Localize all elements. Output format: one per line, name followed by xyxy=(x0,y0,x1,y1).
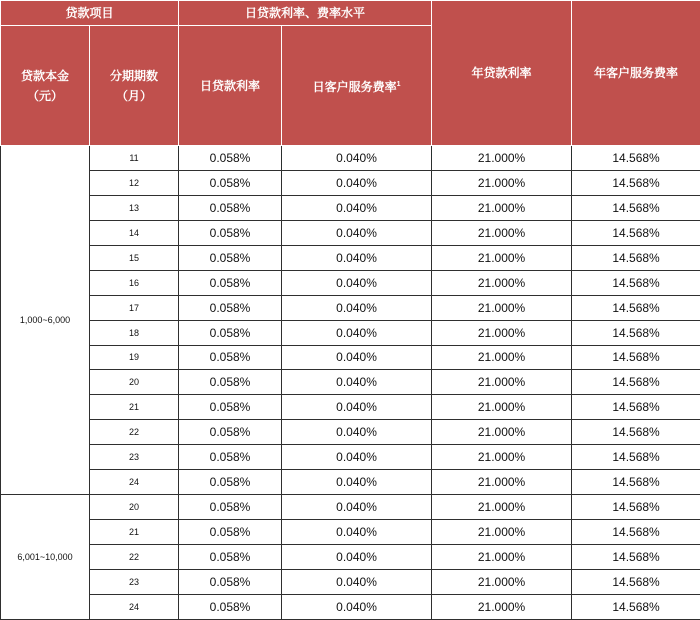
daily-rate-cell: 0.058% xyxy=(179,594,282,619)
daily-rate-cell: 0.058% xyxy=(179,295,282,320)
table-row xyxy=(1,395,700,420)
table-row xyxy=(1,195,700,220)
daily-fee-cell: 0.040% xyxy=(282,520,432,545)
annual-fee-cell: 14.568% xyxy=(572,420,700,445)
annual-fee-header: 年客户服务费率 xyxy=(572,1,700,146)
annual-fee-cell: 14.568% xyxy=(572,495,700,520)
table-row xyxy=(1,569,700,594)
daily-fee-cell: 0.040% xyxy=(282,420,432,445)
daily-fee-cell: 0.040% xyxy=(282,594,432,619)
annual-rate-cell: 21.000% xyxy=(432,520,572,545)
annual-fee-cell: 14.568% xyxy=(572,170,700,195)
term-cell: 13 xyxy=(90,195,179,220)
loan-amount-cell: 1,000~6,000 xyxy=(1,146,90,495)
table-row xyxy=(1,170,700,195)
term-cell: 16 xyxy=(90,270,179,295)
principal-header xyxy=(1,26,90,146)
term-cell: 24 xyxy=(90,470,179,495)
footnote-marker: 1 xyxy=(396,80,401,88)
annual-rate-cell: 21.000% xyxy=(432,146,572,171)
table-row xyxy=(1,445,700,470)
daily-rate-cell: 0.058% xyxy=(179,195,282,220)
term-cell: 11 xyxy=(90,146,179,171)
daily-rate-cell: 0.058% xyxy=(179,270,282,295)
annual-rate-cell: 21.000% xyxy=(432,470,572,495)
term-cell: 12 xyxy=(90,170,179,195)
annual-fee-cell: 14.568% xyxy=(572,220,700,245)
daily-rate-cell: 0.058% xyxy=(179,545,282,570)
annual-rate-cell: 21.000% xyxy=(432,195,572,220)
term-cell: 14 xyxy=(90,220,179,245)
annual-fee-cell: 14.568% xyxy=(572,245,700,270)
term-cell: 20 xyxy=(90,495,179,520)
term-cell: 21 xyxy=(90,520,179,545)
daily-fee-cell: 0.040% xyxy=(282,245,432,270)
daily-fee-header-label: 日客户服务费率 xyxy=(312,79,397,94)
daily-fee-cell: 0.040% xyxy=(282,395,432,420)
term-cell: 18 xyxy=(90,320,179,345)
daily-rate-header: 日贷款利率 xyxy=(179,26,282,146)
annual-rate-cell: 21.000% xyxy=(432,495,572,520)
daily-rate-cell: 0.058% xyxy=(179,370,282,395)
table-row xyxy=(1,420,700,445)
table-row xyxy=(1,220,700,245)
annual-rate-cell: 21.000% xyxy=(432,569,572,594)
term-cell: 15 xyxy=(90,245,179,270)
term-header xyxy=(90,26,179,146)
term-cell: 23 xyxy=(90,569,179,594)
daily-fee-cell: 0.040% xyxy=(282,545,432,570)
annual-fee-cell: 14.568% xyxy=(572,520,700,545)
daily-fee-cell: 0.040% xyxy=(282,495,432,520)
annual-fee-cell: 14.568% xyxy=(572,295,700,320)
annual-rate-cell: 21.000% xyxy=(432,270,572,295)
table-row xyxy=(1,495,700,520)
annual-fee-cell: 14.568% xyxy=(572,320,700,345)
annual-fee-cell: 14.568% xyxy=(572,445,700,470)
principal-header-line2: （元） xyxy=(26,88,63,103)
term-cell: 21 xyxy=(90,395,179,420)
daily-rate-cell: 0.058% xyxy=(179,146,282,171)
annual-fee-cell: 14.568% xyxy=(572,569,700,594)
annual-rate-header: 年贷款利率 xyxy=(432,1,572,146)
annual-fee-cell: 14.568% xyxy=(572,270,700,295)
annual-rate-cell: 21.000% xyxy=(432,594,572,619)
annual-rate-cell: 21.000% xyxy=(432,170,572,195)
daily-fee-cell: 0.040% xyxy=(282,170,432,195)
term-cell: 23 xyxy=(90,445,179,470)
daily-rate-cell: 0.058% xyxy=(179,170,282,195)
daily-rate-cell: 0.058% xyxy=(179,245,282,270)
daily-fee-cell: 0.040% xyxy=(282,195,432,220)
table-header xyxy=(1,1,700,146)
annual-fee-cell: 14.568% xyxy=(572,470,700,495)
annual-rate-cell: 21.000% xyxy=(432,420,572,445)
annual-rate-cell: 21.000% xyxy=(432,370,572,395)
table-row xyxy=(1,470,700,495)
daily-rate-cell: 0.058% xyxy=(179,420,282,445)
daily-rate-cell: 0.058% xyxy=(179,395,282,420)
daily-fee-cell: 0.040% xyxy=(282,146,432,171)
daily-rate-cell: 0.058% xyxy=(179,220,282,245)
daily-fee-cell: 0.040% xyxy=(282,370,432,395)
daily-fee-cell: 0.040% xyxy=(282,320,432,345)
loan-amount-cell: 6,001~10,000 xyxy=(1,495,90,620)
table-row xyxy=(1,345,700,370)
daily-fee-cell: 0.040% xyxy=(282,270,432,295)
annual-rate-cell: 21.000% xyxy=(432,545,572,570)
table-row xyxy=(1,146,700,171)
daily-fee-cell: 0.040% xyxy=(282,345,432,370)
table-row xyxy=(1,270,700,295)
loan-item-header: 贷款项目 xyxy=(1,1,179,26)
daily-fee-cell: 0.040% xyxy=(282,295,432,320)
term-cell: 22 xyxy=(90,420,179,445)
table-row xyxy=(1,520,700,545)
annual-fee-cell: 14.568% xyxy=(572,370,700,395)
term-header-line2: （月） xyxy=(116,88,153,103)
term-header-line1: 分期期数 xyxy=(110,68,159,83)
term-cell: 20 xyxy=(90,370,179,395)
daily-rate-cell: 0.058% xyxy=(179,445,282,470)
daily-fee-header xyxy=(282,26,432,146)
daily-fee-cell: 0.040% xyxy=(282,569,432,594)
daily-fee-cell: 0.040% xyxy=(282,220,432,245)
daily-rate-cell: 0.058% xyxy=(179,520,282,545)
table-row xyxy=(1,594,700,619)
annual-rate-cell: 21.000% xyxy=(432,220,572,245)
annual-rate-cell: 21.000% xyxy=(432,295,572,320)
annual-fee-cell: 14.568% xyxy=(572,195,700,220)
daily-fee-cell: 0.040% xyxy=(282,445,432,470)
annual-rate-cell: 21.000% xyxy=(432,345,572,370)
annual-rate-cell: 21.000% xyxy=(432,320,572,345)
annual-fee-cell: 14.568% xyxy=(572,395,700,420)
annual-fee-cell: 14.568% xyxy=(572,146,700,171)
annual-fee-cell: 14.568% xyxy=(572,345,700,370)
term-cell: 24 xyxy=(90,594,179,619)
daily-rate-group-header: 日贷款利率、费率水平 xyxy=(179,1,432,26)
principal-header-line1: 贷款本金 xyxy=(20,68,69,83)
table-row xyxy=(1,295,700,320)
table-body xyxy=(1,146,700,620)
daily-rate-cell: 0.058% xyxy=(179,569,282,594)
annual-rate-cell: 21.000% xyxy=(432,445,572,470)
table-row xyxy=(1,320,700,345)
annual-fee-cell: 14.568% xyxy=(572,545,700,570)
daily-rate-cell: 0.058% xyxy=(179,345,282,370)
annual-fee-cell: 14.568% xyxy=(572,594,700,619)
annual-rate-cell: 21.000% xyxy=(432,245,572,270)
table-row xyxy=(1,370,700,395)
daily-rate-cell: 0.058% xyxy=(179,320,282,345)
daily-rate-cell: 0.058% xyxy=(179,470,282,495)
daily-fee-cell: 0.040% xyxy=(282,470,432,495)
annual-rate-cell: 21.000% xyxy=(432,395,572,420)
term-cell: 22 xyxy=(90,545,179,570)
table-row xyxy=(1,245,700,270)
term-cell: 19 xyxy=(90,345,179,370)
term-cell: 17 xyxy=(90,295,179,320)
daily-rate-cell: 0.058% xyxy=(179,495,282,520)
table-row xyxy=(1,545,700,570)
